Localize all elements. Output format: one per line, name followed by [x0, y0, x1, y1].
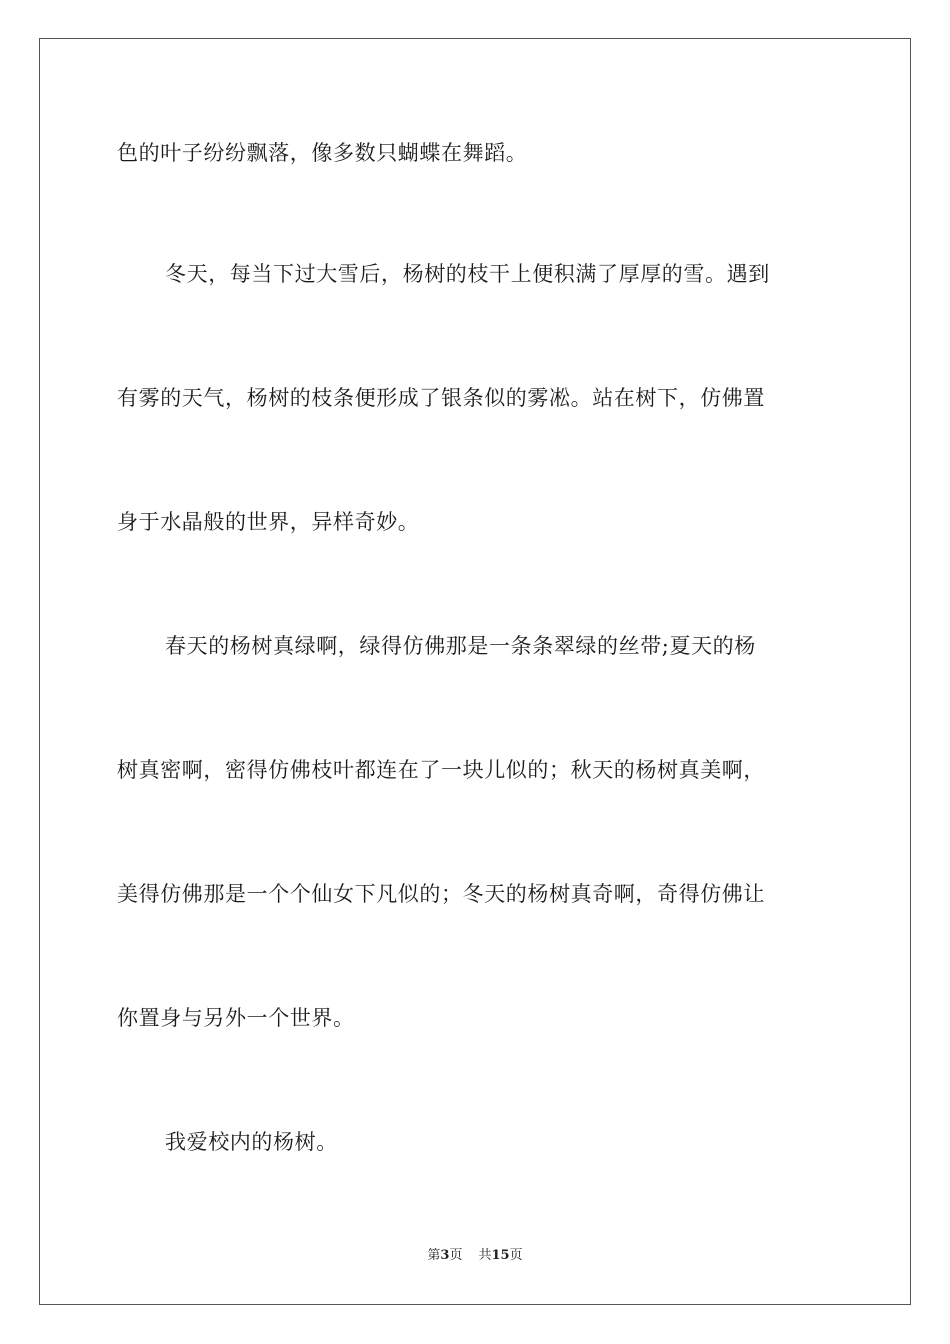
page-suffix: 页 [449, 1248, 463, 1263]
text-line-4: 身于水晶般的世界，异样奇妙。 [117, 510, 420, 534]
total-prefix: 共 [478, 1248, 492, 1263]
text-line-1: 色的叶子纷纷飘落，像多数只蝴蝶在舞蹈。 [117, 141, 528, 165]
text-line-2: 冬天，每当下过大雪后，杨树的枝干上便积满了厚厚的雪。遇到 [165, 262, 770, 286]
page-number: 3 [440, 1248, 450, 1263]
page-border [39, 38, 911, 1305]
text-line-5: 春天的杨树真绿啊，绿得仿佛那是一条条翠绿的丝带;夏天的杨 [165, 634, 756, 658]
page-prefix: 第 [427, 1248, 441, 1263]
total-suffix: 页 [509, 1248, 523, 1263]
total-pages: 15 [491, 1248, 510, 1263]
text-line-3: 有雾的天气，杨树的枝条便形成了银条似的雾凇。站在树下，仿佛置 [117, 386, 765, 410]
text-line-8: 你置身与另外一个世界。 [117, 1006, 355, 1030]
text-line-9: 我爱校内的杨树。 [165, 1130, 338, 1154]
page-footer [0, 1247, 950, 1265]
text-line-7: 美得仿佛那是一个个仙女下凡似的；冬天的杨树真奇啊，奇得仿佛让 [117, 882, 765, 906]
text-line-6: 树真密啊，密得仿佛枝叶都连在了一块儿似的；秋天的杨树真美啊， [117, 758, 765, 782]
